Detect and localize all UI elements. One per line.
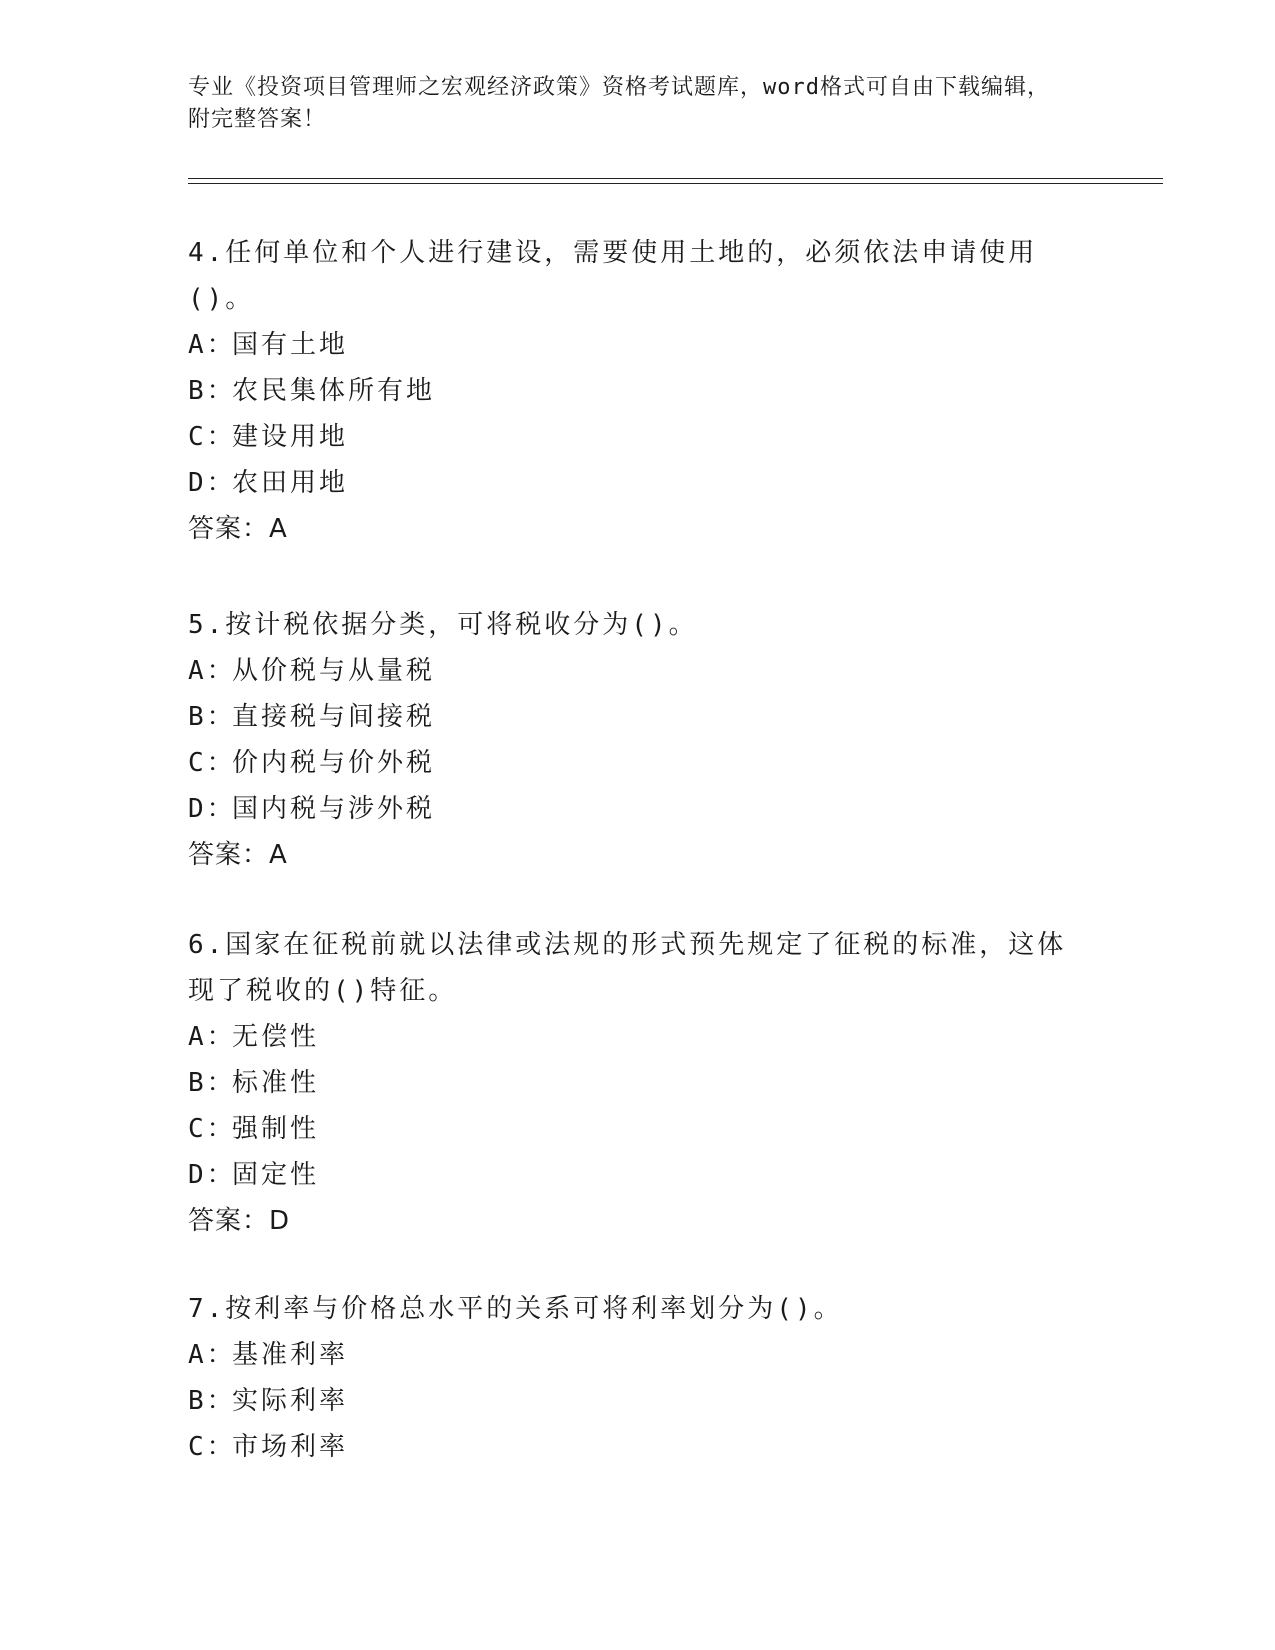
option-key: D： xyxy=(188,1160,236,1190)
option-key: C： xyxy=(188,1432,236,1462)
answer-line: 答案：D xyxy=(188,1206,291,1236)
option-text: 实际利率 xyxy=(232,1386,349,1416)
answer-line: 答案：A xyxy=(188,514,288,544)
option-text: 从价税与从量税 xyxy=(232,656,436,686)
header-divider xyxy=(188,183,1163,184)
option-a xyxy=(188,1332,1068,1378)
option-key: C： xyxy=(188,1114,236,1144)
option-text: 基准利率 xyxy=(232,1340,349,1370)
option-c xyxy=(188,1106,1068,1152)
option-text: 农田用地 xyxy=(232,468,349,498)
option-b xyxy=(188,1060,1068,1106)
option-b xyxy=(188,368,1068,414)
document-header: 专业《投资项目管理师之宏观经济政策》资格考试题库，word格式可自由下载编辑，附完整答案！ xyxy=(188,75,1050,132)
option-key: C： xyxy=(188,748,236,778)
option-text: 建设用地 xyxy=(232,422,349,452)
option-text: 无偿性 xyxy=(232,1022,320,1052)
question-stem: 5.按计税依据分类，可将税收分为()。 xyxy=(188,610,698,640)
option-c xyxy=(188,414,1068,460)
option-a xyxy=(188,1014,1068,1060)
option-a xyxy=(188,322,1068,368)
question-block xyxy=(188,602,1068,878)
option-text: 农民集体所有地 xyxy=(232,376,436,406)
option-a xyxy=(188,648,1068,694)
option-key: A： xyxy=(188,1340,236,1370)
option-key: B： xyxy=(188,376,236,406)
option-b xyxy=(188,1378,1068,1424)
option-key: B： xyxy=(188,1068,236,1098)
question-block xyxy=(188,230,1068,552)
option-c xyxy=(188,740,1068,786)
option-d xyxy=(188,460,1068,506)
option-text: 国内税与涉外税 xyxy=(232,794,436,824)
option-key: C： xyxy=(188,422,236,452)
option-text: 强制性 xyxy=(232,1114,320,1144)
option-key: B： xyxy=(188,1386,236,1416)
option-c xyxy=(188,1424,1068,1470)
option-text: 直接税与间接税 xyxy=(232,702,436,732)
option-key: B： xyxy=(188,702,236,732)
option-key: A： xyxy=(188,330,236,360)
question-stem: 4.任何单位和个人进行建设，需要使用土地的，必须依法申请使用()。 xyxy=(188,238,1038,314)
option-key: A： xyxy=(188,1022,236,1052)
option-key: A： xyxy=(188,656,236,686)
option-key: D： xyxy=(188,468,236,498)
option-text: 价内税与价外税 xyxy=(232,748,436,778)
option-b xyxy=(188,694,1068,740)
question-stem: 6.国家在征税前就以法律或法规的形式预先规定了征税的标准，这体现了税收的()特征。 xyxy=(188,930,1067,1006)
option-key: D： xyxy=(188,794,236,824)
option-text: 固定性 xyxy=(232,1160,320,1190)
option-d xyxy=(188,1152,1068,1198)
question-stem: 7.按利率与价格总水平的关系可将利率划分为()。 xyxy=(188,1294,843,1324)
question-block xyxy=(188,1286,1068,1470)
option-text: 标准性 xyxy=(232,1068,320,1098)
header-divider xyxy=(188,178,1163,179)
option-text: 国有土地 xyxy=(232,330,349,360)
answer-line: 答案：A xyxy=(188,840,288,870)
question-block xyxy=(188,922,1068,1244)
option-d xyxy=(188,786,1068,832)
option-text: 市场利率 xyxy=(232,1432,349,1462)
